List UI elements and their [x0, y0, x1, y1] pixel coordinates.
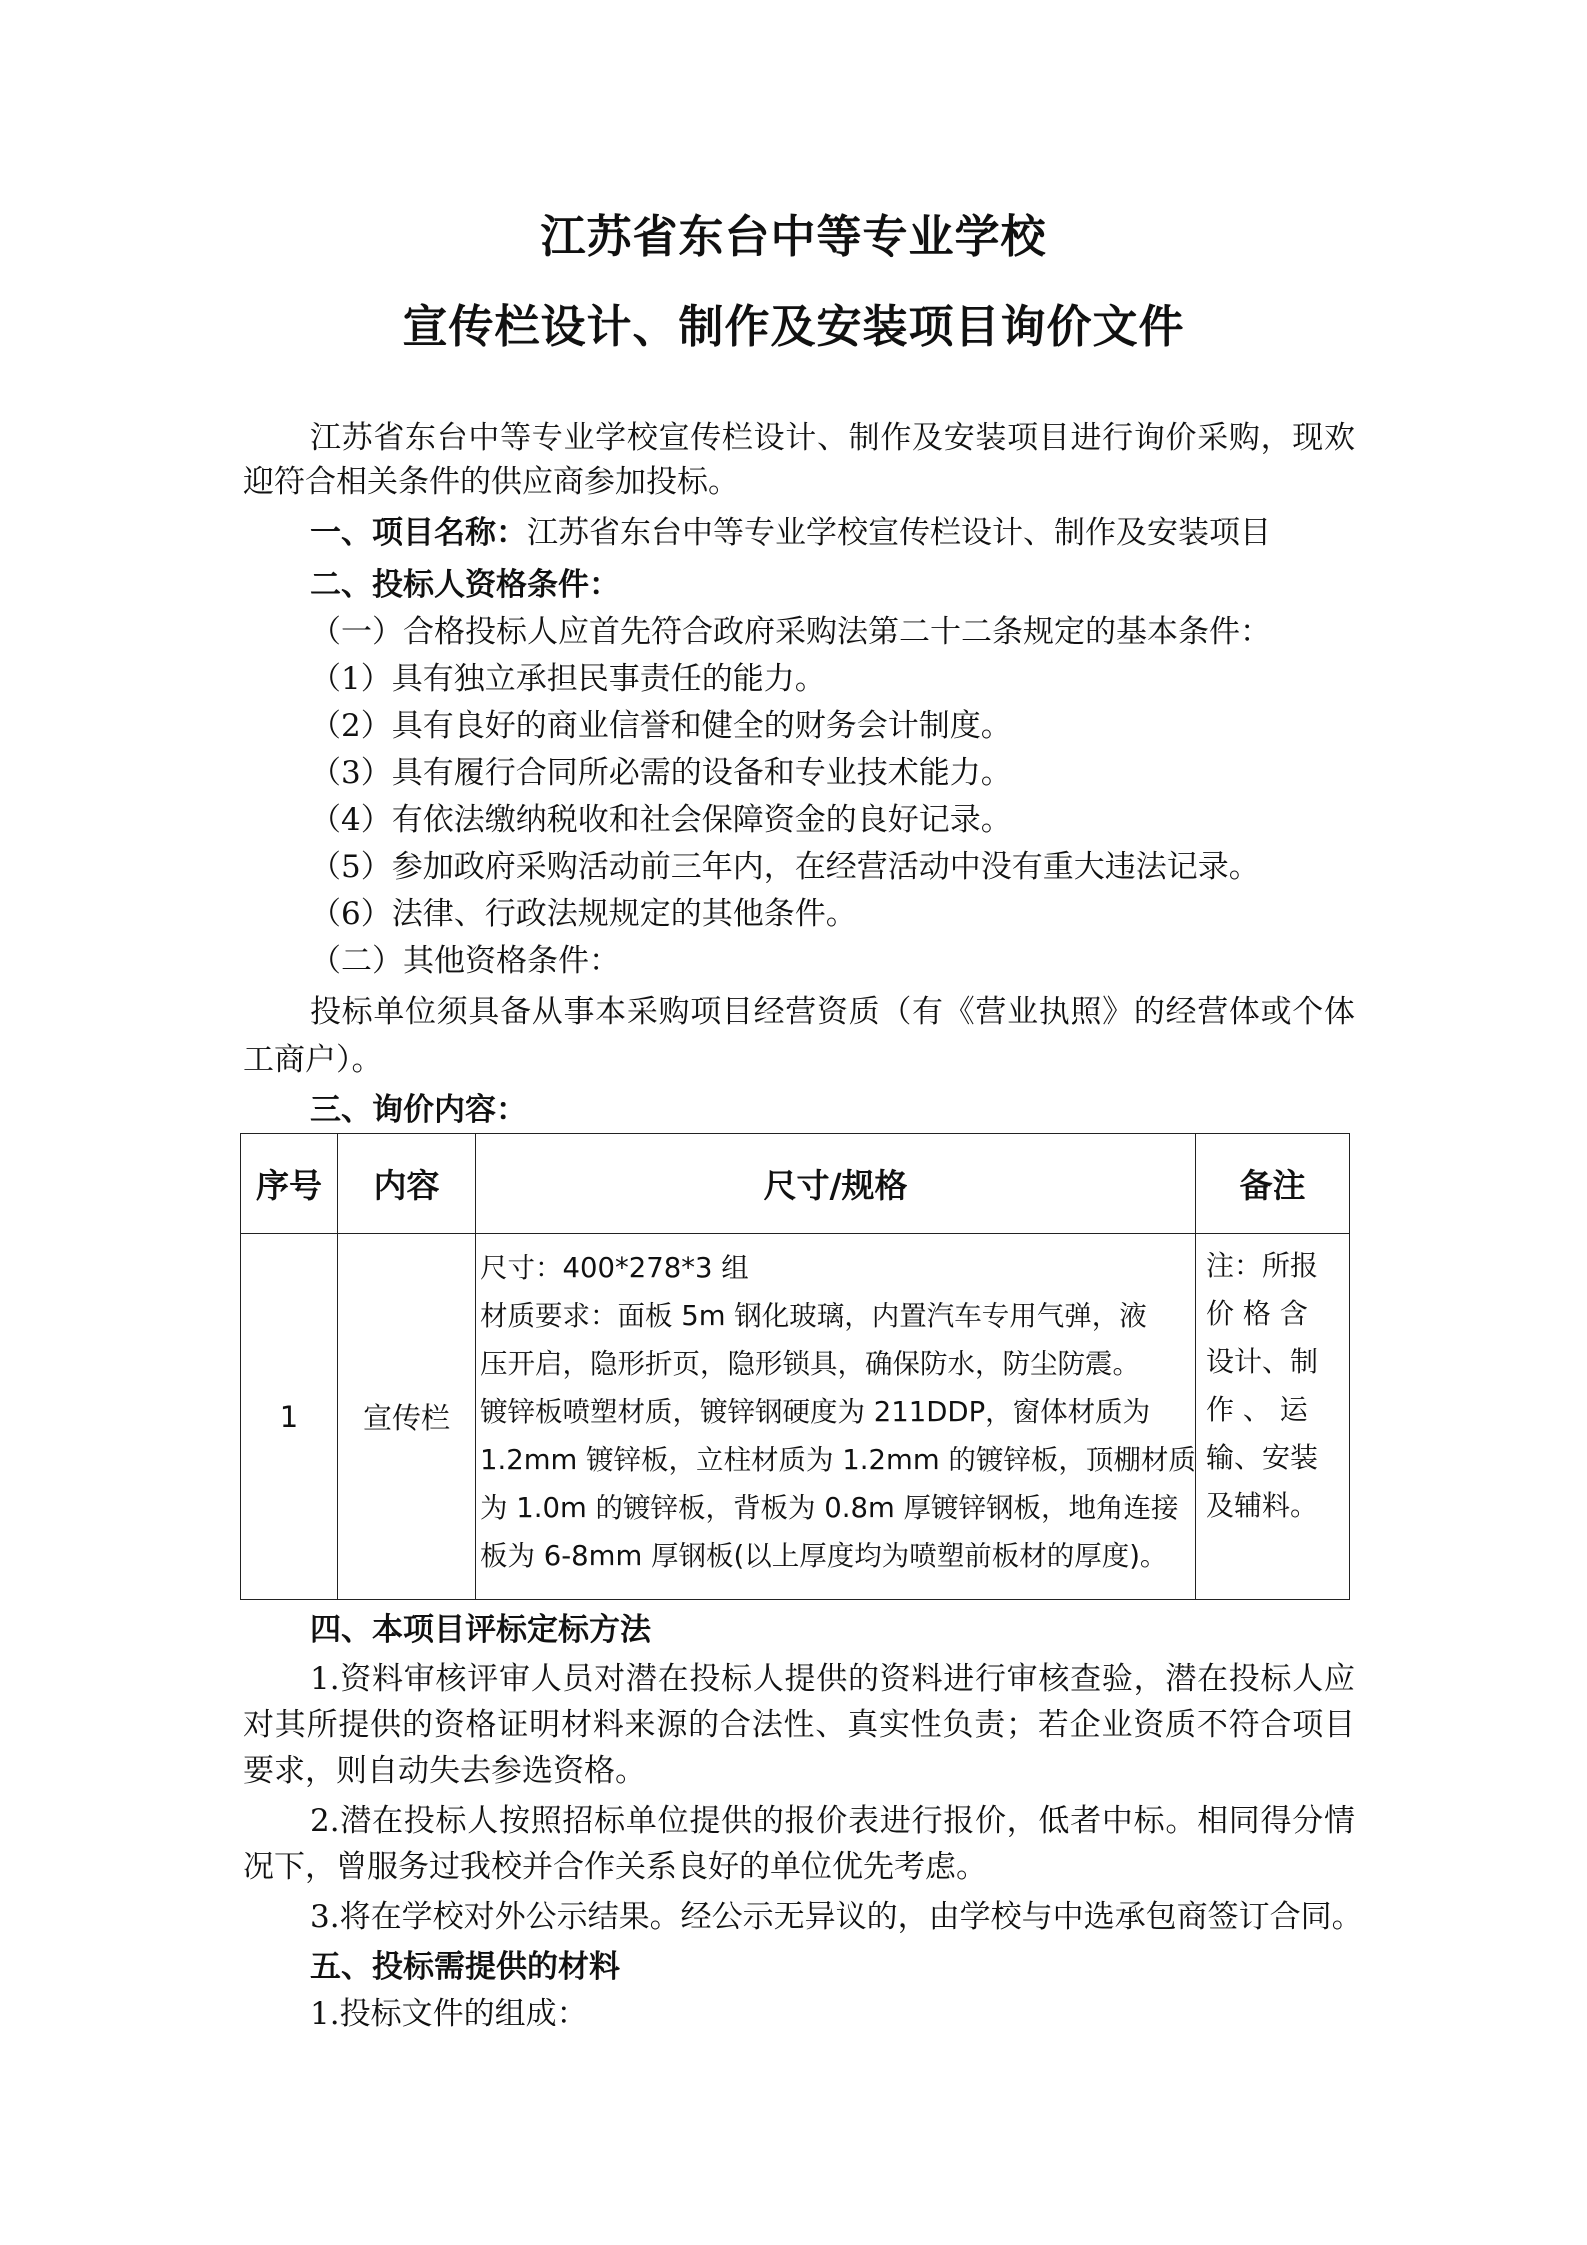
cell-note [1196, 1234, 1350, 1600]
table-header-row [241, 1134, 1350, 1234]
note-line: 作 、 运 [1206, 1393, 1308, 1426]
cell-spec [476, 1234, 1196, 1600]
qualification-item: （6）法律、行政法规规定的其他条件。 [310, 896, 857, 932]
evaluation-line: 对其所提供的资格证明材料来源的合法性、真实性负责；若企业资质不符合项目 [243, 1707, 1355, 1743]
intro-line-1: 江苏省东台中等专业学校宣传栏设计、制作及安装项目进行询价采购，现欢 [310, 420, 1355, 456]
note-line: 价 格 含 [1206, 1297, 1308, 1330]
spec-line: 材质要求：面板 5m 钢化玻璃，内置汽车专用气弹，液 [480, 1300, 1147, 1332]
cell-no: 1 [241, 1234, 338, 1600]
note-line: 注：所报 [1206, 1249, 1319, 1282]
section-4-heading: 四、本项目评标定标方法 [310, 1612, 651, 1648]
qualification-other: （二）其他资格条件： [310, 943, 620, 979]
spec-line: 尺寸：400*278*3 组 [480, 1252, 749, 1284]
header-content: 内容 [338, 1134, 476, 1234]
other-qualification-line-1: 投标单位须具备从事本采购项目经营资质（有《营业执照》的经营体或个体 [310, 994, 1355, 1030]
note-line: 输、安装 [1206, 1441, 1319, 1474]
title-project: 宣传栏设计、制作及安装项目询价文件 [402, 300, 1185, 353]
evaluation-line: 1.资料审核评审人员对潜在投标人提供的资料进行审核查验，潜在投标人应 [310, 1661, 1355, 1697]
intro-line-2: 迎符合相关条件的供应商参加投标。 [243, 464, 739, 500]
note-line: 设计、制 [1206, 1345, 1319, 1378]
header-spec: 尺寸/规格 [476, 1134, 1196, 1234]
inquiry-table [240, 1133, 1350, 1600]
cell-content: 宣传栏 [338, 1234, 476, 1600]
qualification-item: （3）具有履行合同所必需的设备和专业技术能力。 [310, 755, 1012, 791]
qualification-item: （2）具有良好的商业信誉和健全的财务会计制度。 [310, 708, 1012, 744]
title-school: 江苏省东台中等专业学校 [540, 210, 1047, 263]
evaluation-line: 要求，则自动失去参选资格。 [243, 1753, 646, 1789]
header-no: 序号 [241, 1134, 338, 1234]
qualification-item: （5）参加政府采购活动前三年内，在经营活动中没有重大违法记录。 [310, 849, 1260, 885]
evaluation-line: 3.将在学校对外公示结果。经公示无异议的，由学校与中选承包商签订合同。 [310, 1899, 1363, 1935]
other-qualification-line-2: 工商户）。 [243, 1042, 383, 1078]
spec-line: 镀锌板喷塑材质，镀锌钢硬度为 211DDP，窗体材质为 [480, 1396, 1151, 1428]
section-2-heading: 二、投标人资格条件： [310, 567, 620, 603]
section-3-heading: 三、询价内容： [310, 1092, 527, 1128]
section-5-heading: 五、投标需提供的材料 [310, 1949, 620, 1985]
project-name: 江苏省东台中等专业学校宣传栏设计、制作及安装项目 [527, 515, 1271, 551]
qualification-item: （4）有依法缴纳税收和社会保障资金的良好记录。 [310, 802, 1012, 838]
header-note: 备注 [1196, 1134, 1350, 1234]
evaluation-line: 况下，曾服务过我校并合作关系良好的单位优先考虑。 [243, 1849, 987, 1885]
section-1-heading: 一、项目名称： [310, 515, 527, 551]
spec-line: 1.2mm 镀锌板，立柱材质为 1.2mm 的镀锌板，顶棚材质 [480, 1444, 1196, 1476]
spec-line: 板为 6-8mm 厚钢板(以上厚度均为喷塑前板材的厚度)。 [480, 1540, 1168, 1572]
spec-line: 压开启，隐形折页，隐形锁具，确保防水，防尘防震。 [480, 1348, 1140, 1380]
evaluation-line: 2.潜在投标人按照招标单位提供的报价表进行报价，低者中标。相同得分情 [310, 1803, 1355, 1839]
bid-documents-line: 1.投标文件的组成： [310, 1996, 588, 2032]
spec-line: 为 1.0m 的镀锌板，背板为 0.8m 厚镀锌钢板，地角连接 [480, 1492, 1179, 1524]
note-line: 及辅料。 [1206, 1489, 1319, 1522]
section-1 [310, 513, 1271, 553]
table-row [241, 1234, 1350, 1600]
qualification-item: （1）具有独立承担民事责任的能力。 [310, 661, 826, 697]
qualification-basic: （一）合格投标人应首先符合政府采购法第二十二条规定的基本条件： [310, 614, 1271, 650]
